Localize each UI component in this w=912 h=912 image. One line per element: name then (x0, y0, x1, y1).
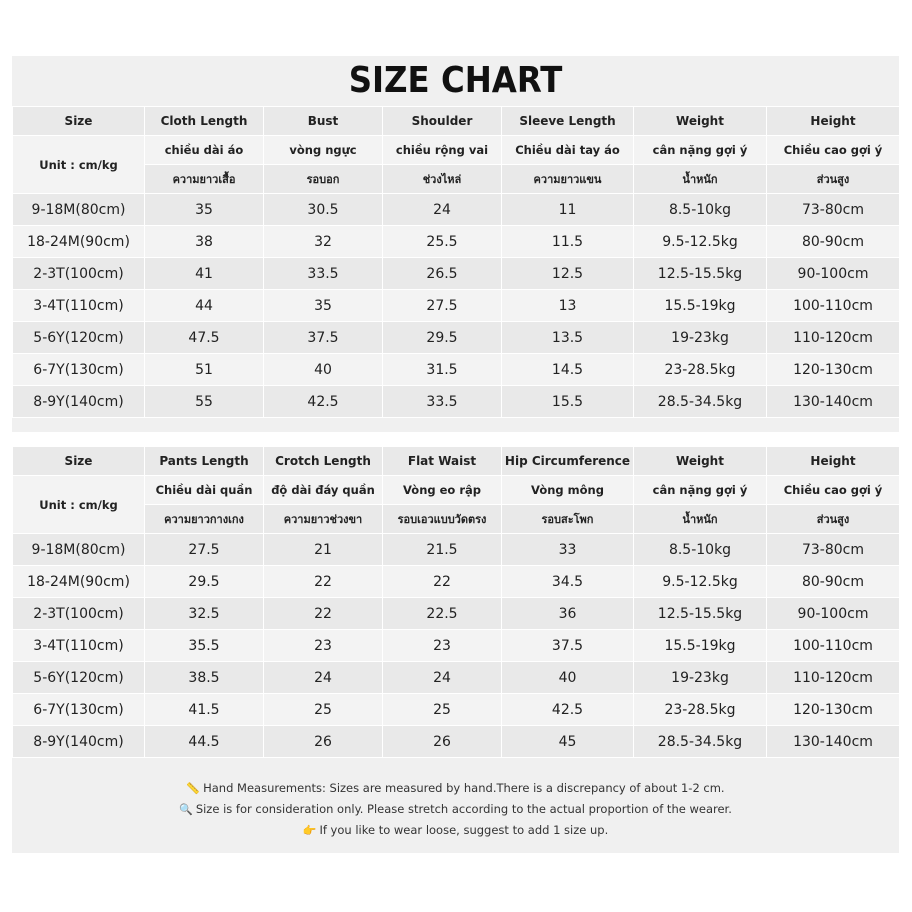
table-row (13, 726, 900, 758)
value-cell: 9.5-12.5kg (634, 226, 767, 258)
size-cell: 5-6Y(120cm) (13, 322, 145, 354)
value-cell: 25 (383, 694, 502, 726)
value-cell: 32.5 (145, 598, 264, 630)
column-header-th: รอบเอวแบบวัดตรง (383, 505, 502, 534)
notes-section (12, 778, 899, 841)
value-cell: 27.5 (383, 290, 502, 322)
value-cell: 37.5 (502, 630, 634, 662)
value-cell: 23 (264, 630, 383, 662)
page-title: SIZE CHART (348, 60, 563, 101)
size-cell: 2-3T(100cm) (13, 258, 145, 290)
column-header-th: ความยาวกางเกง (145, 505, 264, 534)
value-cell: 80-90cm (767, 226, 900, 258)
size-header: Size (13, 447, 145, 476)
note-line (12, 778, 899, 799)
column-header-en: Weight (634, 447, 767, 476)
note-text: If you like to wear loose, suggest to add 1 size up. (319, 823, 609, 837)
value-cell: 11.5 (502, 226, 634, 258)
value-cell: 11 (502, 194, 634, 226)
value-cell: 26 (383, 726, 502, 758)
value-cell: 35 (264, 290, 383, 322)
value-cell: 47.5 (145, 322, 264, 354)
value-cell: 26 (264, 726, 383, 758)
size-cell: 8-9Y(140cm) (13, 726, 145, 758)
value-cell: 13 (502, 290, 634, 322)
value-cell: 37.5 (264, 322, 383, 354)
pointing-hand-icon: 👉 (302, 824, 317, 837)
table-row (13, 226, 900, 258)
value-cell: 27.5 (145, 534, 264, 566)
unit-label: Unit : cm/kg (13, 136, 145, 194)
header-row-th (13, 505, 900, 534)
size-cell: 9-18M(80cm) (13, 194, 145, 226)
column-header-vi: độ dài đáy quần (264, 476, 383, 505)
column-header-en: Bust (264, 107, 383, 136)
column-header-vi: chiều dài áo (145, 136, 264, 165)
value-cell: 90-100cm (767, 598, 900, 630)
value-cell: 25.5 (383, 226, 502, 258)
value-cell: 29.5 (145, 566, 264, 598)
value-cell: 24 (383, 194, 502, 226)
value-cell: 31.5 (383, 354, 502, 386)
value-cell: 41 (145, 258, 264, 290)
column-header-vi: cân nặng gợi ý (634, 476, 767, 505)
table-separator (12, 432, 899, 446)
value-cell: 130-140cm (767, 386, 900, 418)
column-header-en: Sleeve Length (502, 107, 634, 136)
value-cell: 33.5 (264, 258, 383, 290)
size-cell: 2-3T(100cm) (13, 598, 145, 630)
column-header-th: ความยาวเสื้อ (145, 165, 264, 194)
header-row-th (13, 165, 900, 194)
column-header-th: ส่วนสูง (767, 505, 900, 534)
size-cell: 18-24M(90cm) (13, 226, 145, 258)
column-header-th: น้ำหนัก (634, 505, 767, 534)
column-header-th: รอบสะโพก (502, 505, 634, 534)
note-line (12, 820, 899, 841)
header-row-vi (13, 136, 900, 165)
size-chart-sheet (12, 56, 899, 853)
column-header-vi: Vòng mông (502, 476, 634, 505)
size-cell: 18-24M(90cm) (13, 566, 145, 598)
value-cell: 35 (145, 194, 264, 226)
column-header-th: รอบอก (264, 165, 383, 194)
value-cell: 8.5-10kg (634, 534, 767, 566)
column-header-th: ความยาวช่วงขา (264, 505, 383, 534)
column-header-th: ช่วงไหล่ (383, 165, 502, 194)
column-header-en: Weight (634, 107, 767, 136)
value-cell: 9.5-12.5kg (634, 566, 767, 598)
table-row (13, 630, 900, 662)
value-cell: 130-140cm (767, 726, 900, 758)
value-cell: 22 (264, 566, 383, 598)
value-cell: 38.5 (145, 662, 264, 694)
value-cell: 55 (145, 386, 264, 418)
column-header-vi: Chiều dài tay áo (502, 136, 634, 165)
value-cell: 44 (145, 290, 264, 322)
value-cell: 42.5 (264, 386, 383, 418)
note-line (12, 799, 899, 820)
table-row (13, 598, 900, 630)
value-cell: 19-23kg (634, 322, 767, 354)
value-cell: 14.5 (502, 354, 634, 386)
value-cell: 28.5-34.5kg (634, 726, 767, 758)
value-cell: 28.5-34.5kg (634, 386, 767, 418)
value-cell: 26.5 (383, 258, 502, 290)
size-cell: 3-4T(110cm) (13, 290, 145, 322)
value-cell: 100-110cm (767, 290, 900, 322)
value-cell: 12.5 (502, 258, 634, 290)
size-cell: 8-9Y(140cm) (13, 386, 145, 418)
table-row (13, 386, 900, 418)
column-header-vi: Chiều cao gợi ý (767, 476, 900, 505)
table-row (13, 322, 900, 354)
value-cell: 21.5 (383, 534, 502, 566)
value-cell: 25 (264, 694, 383, 726)
value-cell: 22 (264, 598, 383, 630)
column-header-th: ความยาวแขน (502, 165, 634, 194)
value-cell: 33.5 (383, 386, 502, 418)
table-row (13, 290, 900, 322)
value-cell: 110-120cm (767, 662, 900, 694)
column-header-vi: vòng ngực (264, 136, 383, 165)
value-cell: 45 (502, 726, 634, 758)
ruler-icon: 📏 (186, 782, 201, 795)
size-cell: 6-7Y(130cm) (13, 354, 145, 386)
value-cell: 51 (145, 354, 264, 386)
size-cell: 3-4T(110cm) (13, 630, 145, 662)
value-cell: 33 (502, 534, 634, 566)
column-header-en: Height (767, 447, 900, 476)
size-cell: 5-6Y(120cm) (13, 662, 145, 694)
table-row (13, 194, 900, 226)
table-row (13, 354, 900, 386)
value-cell: 22.5 (383, 598, 502, 630)
value-cell: 35.5 (145, 630, 264, 662)
note-text: Size is for consideration only. Please stretch according to the actual proportion of the wearer. (195, 802, 732, 816)
column-header-en: Hip Circumference (502, 447, 634, 476)
value-cell: 41.5 (145, 694, 264, 726)
value-cell: 32 (264, 226, 383, 258)
value-cell: 12.5-15.5kg (634, 258, 767, 290)
value-cell: 21 (264, 534, 383, 566)
value-cell: 30.5 (264, 194, 383, 226)
column-header-vi: cân nặng gợi ý (634, 136, 767, 165)
column-header-vi: Vòng eo rập (383, 476, 502, 505)
column-header-en: Pants Length (145, 447, 264, 476)
value-cell: 73-80cm (767, 194, 900, 226)
value-cell: 38 (145, 226, 264, 258)
value-cell: 36 (502, 598, 634, 630)
column-header-en: Flat Waist (383, 447, 502, 476)
value-cell: 8.5-10kg (634, 194, 767, 226)
value-cell: 80-90cm (767, 566, 900, 598)
column-header-vi: Chiều dài quần (145, 476, 264, 505)
value-cell: 90-100cm (767, 258, 900, 290)
column-header-th: น้ำหนัก (634, 165, 767, 194)
top-size-table (12, 106, 900, 418)
note-text: Hand Measurements: Sizes are measured by hand.There is a discrepancy of about 1-2 cm. (203, 781, 725, 795)
value-cell: 15.5 (502, 386, 634, 418)
header-row-en (13, 107, 900, 136)
size-cell: 6-7Y(130cm) (13, 694, 145, 726)
unit-label: Unit : cm/kg (13, 476, 145, 534)
value-cell: 24 (264, 662, 383, 694)
value-cell: 13.5 (502, 322, 634, 354)
value-cell: 110-120cm (767, 322, 900, 354)
table-row (13, 662, 900, 694)
table-row (13, 566, 900, 598)
column-header-en: Cloth Length (145, 107, 264, 136)
bottom-size-table (12, 446, 900, 758)
value-cell: 23-28.5kg (634, 694, 767, 726)
table-row (13, 534, 900, 566)
value-cell: 100-110cm (767, 630, 900, 662)
value-cell: 24 (383, 662, 502, 694)
column-header-vi: chiều rộng vai (383, 136, 502, 165)
size-cell: 9-18M(80cm) (13, 534, 145, 566)
value-cell: 42.5 (502, 694, 634, 726)
value-cell: 22 (383, 566, 502, 598)
value-cell: 120-130cm (767, 694, 900, 726)
table-row (13, 694, 900, 726)
column-header-th: ส่วนสูง (767, 165, 900, 194)
value-cell: 40 (502, 662, 634, 694)
value-cell: 12.5-15.5kg (634, 598, 767, 630)
value-cell: 15.5-19kg (634, 290, 767, 322)
header-row-en (13, 447, 900, 476)
column-header-en: Crotch Length (264, 447, 383, 476)
magnifier-icon: 🔍 (179, 803, 193, 816)
value-cell: 23 (383, 630, 502, 662)
value-cell: 23-28.5kg (634, 354, 767, 386)
value-cell: 120-130cm (767, 354, 900, 386)
column-header-vi: Chiều cao gợi ý (767, 136, 900, 165)
size-header: Size (13, 107, 145, 136)
table-row (13, 258, 900, 290)
value-cell: 34.5 (502, 566, 634, 598)
value-cell: 29.5 (383, 322, 502, 354)
value-cell: 40 (264, 354, 383, 386)
header-row-vi (13, 476, 900, 505)
value-cell: 44.5 (145, 726, 264, 758)
column-header-en: Height (767, 107, 900, 136)
column-header-en: Shoulder (383, 107, 502, 136)
value-cell: 15.5-19kg (634, 630, 767, 662)
value-cell: 73-80cm (767, 534, 900, 566)
value-cell: 19-23kg (634, 662, 767, 694)
